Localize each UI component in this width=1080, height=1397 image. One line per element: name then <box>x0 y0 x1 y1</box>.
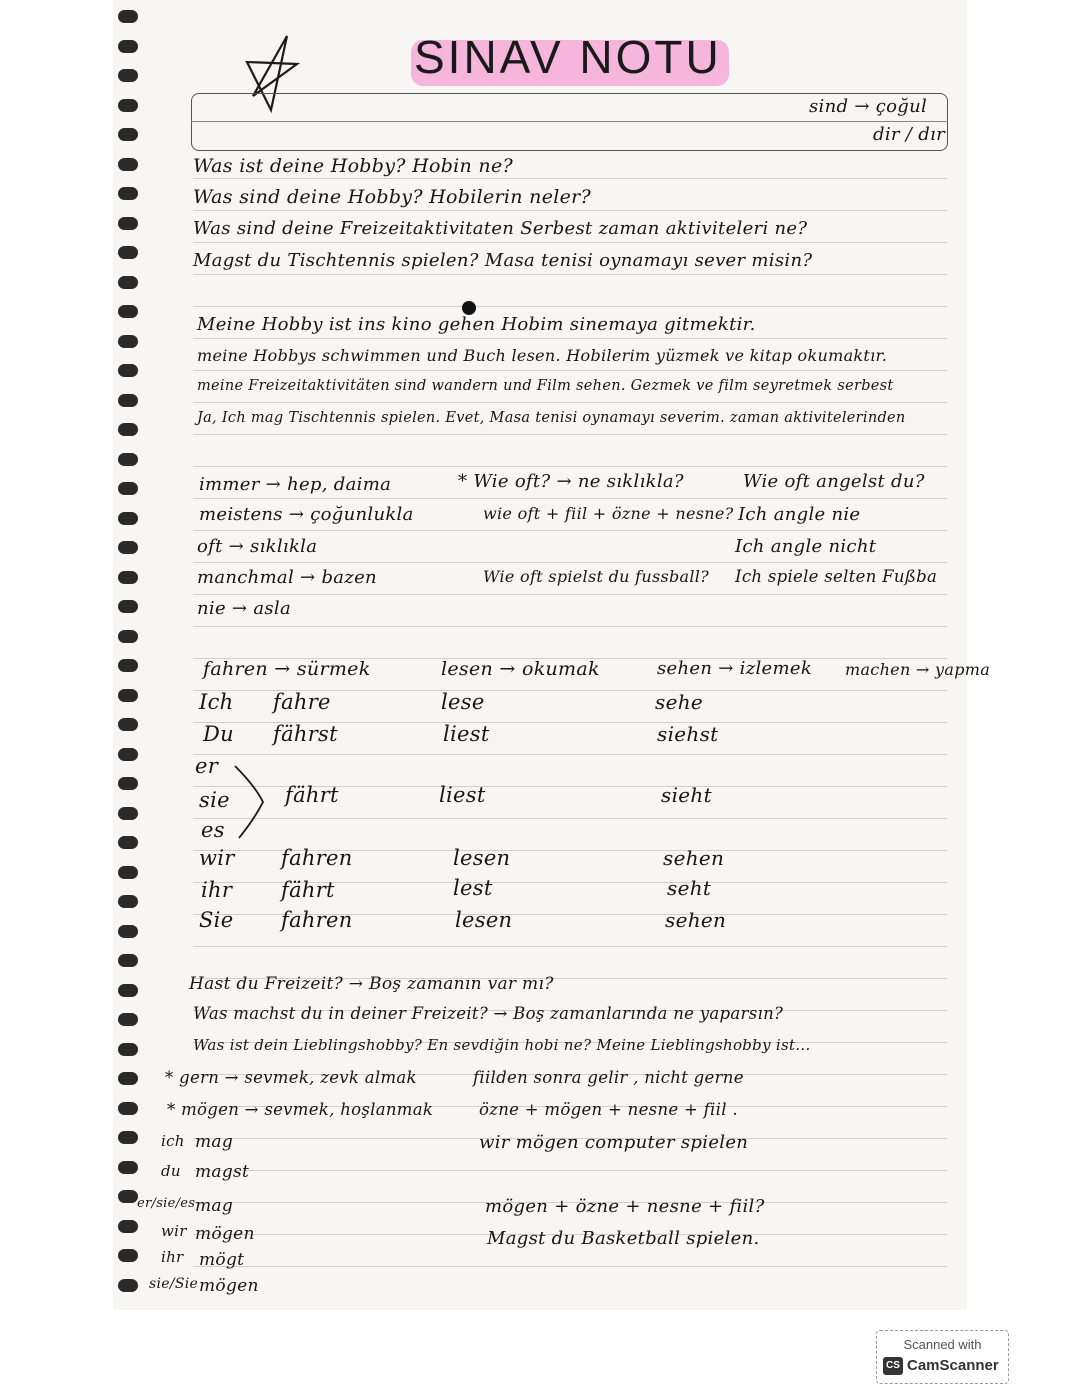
verb-form-sehen: siehst <box>657 722 719 746</box>
gern-rule: fiilden sonra gelir , nicht gerne <box>473 1068 744 1087</box>
frequency-rule: wie oft + fiil + özne + nesne? <box>483 504 734 523</box>
ruled-line <box>193 498 947 499</box>
question-rule: mögen + özne + nesne + fiil? <box>485 1196 765 1217</box>
verb-form-sehen: seht <box>667 876 712 900</box>
moegen-form: mag <box>195 1132 234 1152</box>
pronoun: es <box>201 818 225 842</box>
frequency-example: Ich spiele selten Fußba <box>735 567 938 586</box>
header-note-line1: sind → çoğul <box>809 96 928 117</box>
verb-header-sehen: sehen → izlemek <box>657 658 813 679</box>
ruled-line <box>193 210 947 211</box>
verb-form-lesen: liest <box>443 722 490 746</box>
spiral-hole <box>118 600 138 613</box>
verb-form-lesen: lesen <box>455 908 513 932</box>
moegen-pronoun: er/sie/es <box>137 1196 196 1211</box>
spiral-hole <box>118 954 138 967</box>
spiral-hole <box>118 364 138 377</box>
pronoun: Sie <box>199 908 234 932</box>
spiral-hole <box>118 1249 138 1262</box>
spiral-hole <box>118 1131 138 1144</box>
pronoun: wir <box>199 846 235 870</box>
spiral-hole <box>118 423 138 436</box>
verb-form-fahren: fahren <box>281 908 353 932</box>
spiral-hole <box>118 866 138 879</box>
moegen-pronoun: ihr <box>161 1248 184 1266</box>
moegen-question-example: Magst du Basketball spielen. <box>487 1228 760 1249</box>
frequency-example: Ich angle nie <box>738 504 861 525</box>
ruled-line <box>193 818 947 819</box>
spiral-hole <box>118 689 138 702</box>
verb-form-lesen: liest <box>439 783 486 807</box>
spiral-hole <box>118 1013 138 1026</box>
brace-er-sie-es <box>233 762 269 840</box>
verb-form-fahren: fahren <box>281 846 353 870</box>
spiral-hole <box>118 187 138 200</box>
spiral-hole <box>118 541 138 554</box>
ruled-line <box>193 306 947 307</box>
verb-form-fahren: fährt <box>285 783 339 807</box>
spiral-hole <box>118 1190 138 1203</box>
pronoun: Du <box>203 722 234 746</box>
spiral-hole <box>118 571 138 584</box>
ruled-line <box>193 178 947 179</box>
gern-definition: * gern → sevmek, zevk almak <box>165 1068 417 1087</box>
ruled-line <box>193 242 947 243</box>
frequency-item: immer → hep, daima <box>199 474 392 495</box>
ruled-line <box>193 946 947 947</box>
spiral-hole <box>118 1043 138 1056</box>
spiral-hole <box>118 1161 138 1174</box>
ruled-line <box>193 1266 947 1267</box>
spiral-hole <box>118 335 138 348</box>
question-line: Magst du Tischtennis spielen? Masa tenisi oynamayı sever misin? <box>193 250 813 271</box>
ruled-line <box>193 402 947 403</box>
header-note-line2: dir / dır <box>873 124 945 145</box>
header-box-divider <box>191 121 948 122</box>
moegen-form: magst <box>195 1162 250 1182</box>
moegen-form: mag <box>195 1196 234 1216</box>
moegen-pronoun: wir <box>161 1222 187 1240</box>
spiral-hole <box>118 99 138 112</box>
question-line: Was sind deine Hobby? Hobilerin neler? <box>193 186 592 208</box>
spiral-hole <box>118 836 138 849</box>
ink-dot <box>462 301 476 315</box>
verb-header-machen: machen → yapma <box>845 660 991 679</box>
verb-form-fahren: fahre <box>273 690 331 714</box>
answer-line: meine Freizeitaktivitäten sind wandern und Film sehen. Gezmek ve film seyretmek serbest <box>197 378 894 394</box>
moegen-pronoun: du <box>161 1162 181 1180</box>
spiral-hole <box>118 659 138 672</box>
moegen-definition: * mögen → sevmek, hoşlanmak <box>167 1100 434 1119</box>
ruled-line <box>193 530 947 531</box>
spiral-hole <box>118 394 138 407</box>
frequency-item: nie → asla <box>197 598 291 619</box>
verb-form-fahren: fährst <box>273 722 338 746</box>
verb-header-fahren: fahren → sürmek <box>203 658 371 680</box>
verb-header-lesen: lesen → okumak <box>441 658 600 680</box>
frequency-item: meistens → çoğunlukla <box>199 504 414 525</box>
spiral-hole <box>118 276 138 289</box>
verb-form-sehen: sehen <box>663 846 725 870</box>
camscanner-watermark <box>876 1330 1009 1384</box>
ruled-line <box>193 434 947 435</box>
scanner-caption: Scanned with <box>903 1337 982 1352</box>
pronoun: ihr <box>201 878 233 902</box>
frequency-item: manchmal → bazen <box>197 567 377 588</box>
ruled-line <box>193 1170 947 1171</box>
moegen-pronoun: ich <box>161 1132 185 1150</box>
spiral-hole <box>118 69 138 82</box>
camscanner-logo-icon: CS <box>883 1357 903 1375</box>
pronoun: Ich <box>199 690 234 714</box>
frequency-example: Ich angle nicht <box>735 536 877 557</box>
frequency-question: * Wie oft? → ne sıklıkla? <box>458 471 684 492</box>
answer-line: meine Hobbys schwimmen und Buch lesen. Hobilerim yüzmek ve kitap okumaktır. <box>197 346 888 365</box>
spiral-hole <box>118 305 138 318</box>
moegen-example: wir mögen computer spielen <box>479 1132 749 1153</box>
question-line: Was ist deine Hobby? Hobin ne? <box>193 155 513 177</box>
ruled-line <box>193 466 947 467</box>
spiral-hole <box>118 925 138 938</box>
frequency-example: Wie oft spielst du fussball? <box>483 567 710 586</box>
spiral-hole <box>118 1072 138 1085</box>
ruled-line <box>193 754 947 755</box>
spiral-hole <box>118 807 138 820</box>
spiral-hole <box>118 777 138 790</box>
verb-form-lesen: lesen <box>453 846 511 870</box>
verb-form-sehen: sehen <box>665 908 727 932</box>
spiral-hole <box>118 10 138 23</box>
spiral-hole <box>118 1102 138 1115</box>
spiral-hole <box>118 512 138 525</box>
spiral-hole <box>118 40 138 53</box>
pronoun: sie <box>199 788 230 812</box>
spiral-hole <box>118 1220 138 1233</box>
page-title: SINAV NOTU <box>414 31 722 83</box>
pronoun: er <box>195 754 219 778</box>
freetime-line: Was ist dein Lieblingshobby? En sevdiğin hobi ne? Meine Lieblingshobby ist... <box>193 1036 811 1054</box>
ruled-line <box>193 274 947 275</box>
spiral-hole <box>118 128 138 141</box>
moegen-form: mögen <box>199 1276 259 1296</box>
moegen-pronoun: sie/Sie <box>149 1276 199 1292</box>
moegen-form: mögen <box>195 1224 255 1244</box>
spiral-hole <box>118 158 138 171</box>
verb-form-sehen: sieht <box>661 783 712 807</box>
spiral-hole <box>118 748 138 761</box>
spiral-hole <box>118 718 138 731</box>
ruled-line <box>193 562 947 563</box>
ruled-line <box>193 338 947 339</box>
spiral-hole <box>118 630 138 643</box>
frequency-item: oft → sıklıkla <box>197 536 318 557</box>
answer-line: Meine Hobby ist ins kino gehen Hobim sinemaya gitmektir. <box>197 314 756 335</box>
spiral-hole <box>118 482 138 495</box>
notebook-page <box>113 0 991 1310</box>
moegen-rule: özne + mögen + nesne + fiil . <box>479 1100 738 1119</box>
freetime-line: Hast du Freizeit? → Boş zamanın var mı? <box>189 974 554 994</box>
spiral-hole <box>118 217 138 230</box>
verb-form-lesen: lest <box>453 876 493 900</box>
spiral-hole <box>118 1279 138 1292</box>
ruled-line <box>193 370 947 371</box>
spiral-hole <box>118 984 138 997</box>
verb-form-lesen: lese <box>441 690 485 714</box>
spiral-hole <box>118 453 138 466</box>
freetime-line: Was machst du in deiner Freizeit? → Boş zamanlarında ne yaparsın? <box>193 1004 784 1023</box>
spiral-binding <box>113 0 153 1310</box>
answer-line: Ja, Ich mag Tischtennis spielen. Evet, Masa tenisi oynamayı severim. zaman aktivitelerinden <box>197 410 906 426</box>
ruled-line <box>193 594 947 595</box>
frequency-example: Wie oft angelst du? <box>743 471 925 492</box>
scanner-brand: CamScanner <box>907 1357 999 1374</box>
moegen-form: mögt <box>199 1250 245 1270</box>
verb-form-sehen: sehe <box>655 690 704 714</box>
verb-form-fahren: fährt <box>281 878 335 902</box>
question-line: Was sind deine Freizeitaktivitaten Serbest zaman aktiviteleri ne? <box>193 218 808 239</box>
ruled-line <box>193 626 947 627</box>
spiral-hole <box>118 246 138 259</box>
spiral-hole <box>118 895 138 908</box>
